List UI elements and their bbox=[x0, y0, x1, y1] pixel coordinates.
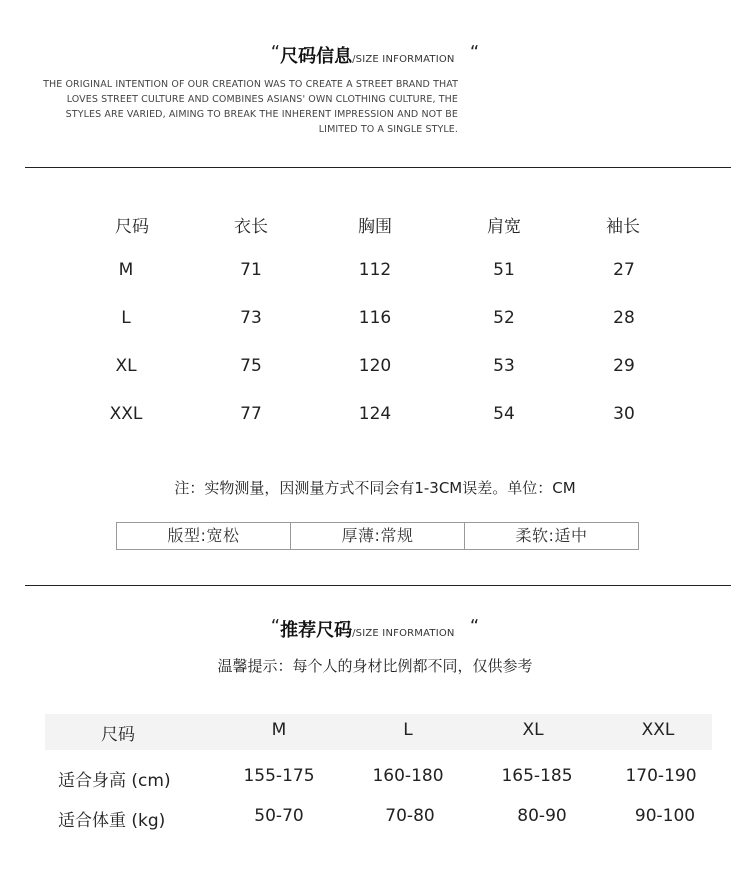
recommend-heading bbox=[0, 616, 750, 642]
table-cell: 70-80 bbox=[385, 806, 435, 826]
size-header-sleeve: 袖长 bbox=[606, 217, 640, 237]
table-cell: XXL bbox=[109, 404, 143, 424]
attr-fit: 版型:宽松 bbox=[116, 522, 291, 550]
size-header-shoulder: 肩宽 bbox=[487, 217, 521, 237]
table-cell: 155-175 bbox=[243, 766, 315, 786]
table-cell: 90-100 bbox=[634, 806, 696, 826]
size-header-length: 衣长 bbox=[234, 217, 268, 237]
fabric-attributes bbox=[116, 522, 639, 550]
table-cell: L bbox=[121, 308, 131, 328]
table-cell: 160-180 bbox=[372, 766, 444, 786]
open-quote: “ bbox=[270, 616, 281, 637]
rec-header-m: M bbox=[271, 720, 287, 740]
rec-header-l: L bbox=[403, 720, 413, 740]
intro-line: LIMITED TO A SINGLE STYLE. bbox=[318, 124, 458, 135]
table-cell: 170-190 bbox=[625, 766, 697, 786]
brand-intro bbox=[20, 77, 458, 137]
table-cell: M bbox=[118, 260, 134, 280]
table-cell: 112 bbox=[358, 260, 392, 280]
rec-header-xxl: XXL bbox=[641, 720, 675, 740]
table-cell: 53 bbox=[493, 356, 515, 376]
divider-middle bbox=[25, 585, 731, 586]
table-cell: 27 bbox=[613, 260, 635, 280]
table-cell: 75 bbox=[240, 356, 262, 376]
intro-line: STYLES ARE VARIED, AIMING TO BREAK THE INHERENT IMPRESSION AND NOT BE bbox=[65, 109, 458, 120]
size-header-chest: 胸围 bbox=[358, 217, 392, 237]
size-info-heading bbox=[0, 42, 750, 68]
rec-row-label-height: 适合身高 (cm) bbox=[58, 771, 171, 791]
table-cell: 30 bbox=[613, 404, 635, 424]
table-cell: 165-185 bbox=[501, 766, 573, 786]
recommend-tip: 温馨提示：每个人的身材比例都不同，仅供参考 bbox=[217, 657, 533, 675]
intro-line: LOVES STREET CULTURE AND COMBINES ASIANS' OWN CLOTHING CULTURE, THE bbox=[66, 94, 458, 105]
table-cell: XL bbox=[115, 356, 137, 376]
rec-header-xl: XL bbox=[522, 720, 544, 740]
table-cell: 71 bbox=[240, 260, 262, 280]
rec-row-label-weight: 适合体重 (kg) bbox=[58, 811, 166, 831]
close-quote: “ bbox=[469, 42, 480, 63]
open-quote: “ bbox=[270, 42, 281, 63]
table-cell: 28 bbox=[613, 308, 635, 328]
attr-thickness: 厚薄:常规 bbox=[290, 522, 465, 550]
table-cell: 124 bbox=[358, 404, 392, 424]
close-quote: “ bbox=[469, 616, 480, 637]
table-cell: 77 bbox=[240, 404, 262, 424]
recommend-title-zh: 推荐尺码 bbox=[280, 620, 353, 641]
table-cell: 73 bbox=[240, 308, 262, 328]
size-info-title-en: /SIZE INFORMATION bbox=[352, 54, 455, 65]
attr-softness: 柔软:适中 bbox=[464, 522, 639, 550]
measurement-note: 注：实物测量，因测量方式不同会有1-3CM误差。单位：CM bbox=[174, 479, 576, 497]
table-cell: 50-70 bbox=[254, 806, 304, 826]
size-info-title-zh: 尺码信息 bbox=[280, 46, 353, 67]
divider-top bbox=[25, 167, 731, 168]
recommend-title-en: /SIZE INFORMATION bbox=[352, 628, 455, 639]
intro-line: THE ORIGINAL INTENTION OF OUR CREATION WAS TO CREATE A STREET BRAND THAT bbox=[43, 79, 458, 90]
table-cell: 52 bbox=[493, 308, 515, 328]
table-cell: 29 bbox=[613, 356, 635, 376]
rec-header-size: 尺码 bbox=[101, 725, 135, 745]
table-cell: 120 bbox=[358, 356, 392, 376]
table-cell: 54 bbox=[493, 404, 515, 424]
table-cell: 51 bbox=[493, 260, 515, 280]
table-cell: 80-90 bbox=[517, 806, 567, 826]
size-header-size: 尺码 bbox=[115, 217, 149, 237]
table-cell: 116 bbox=[358, 308, 392, 328]
